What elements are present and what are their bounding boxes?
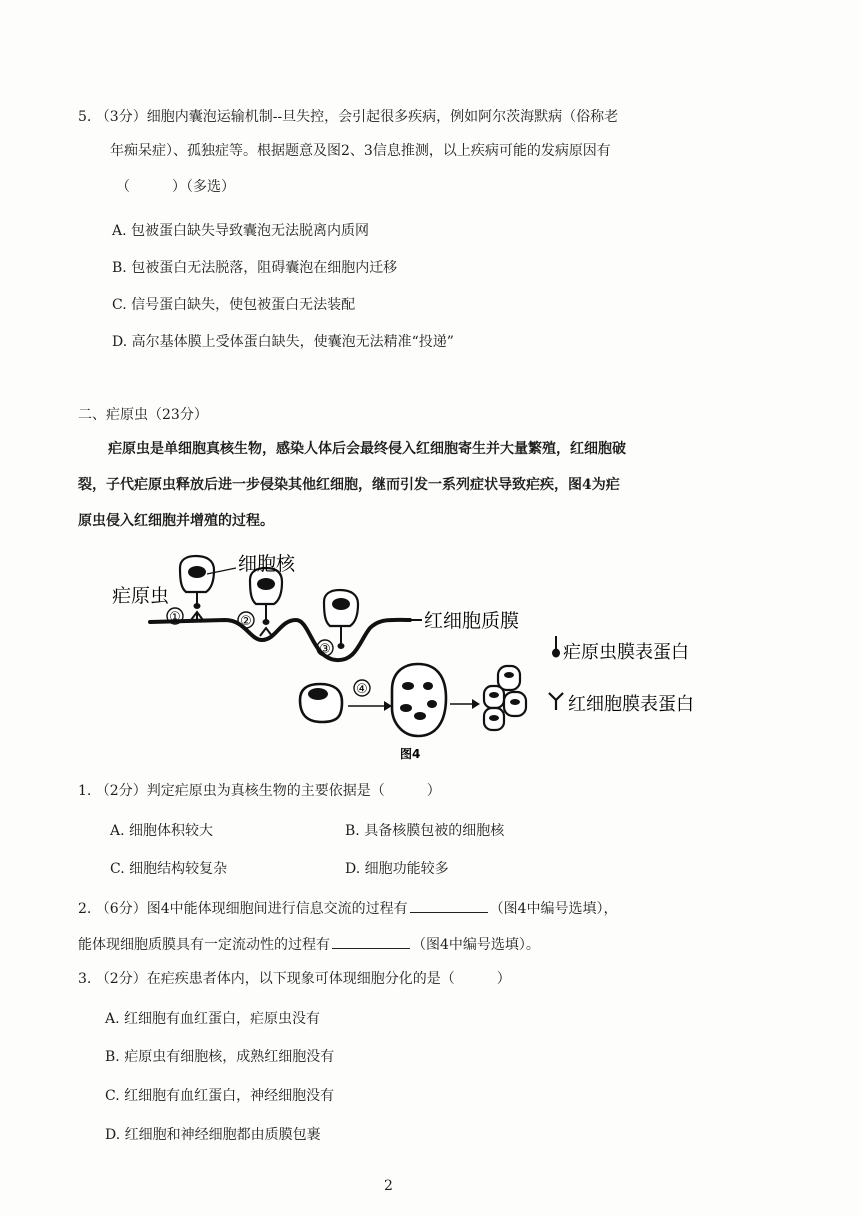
infected-red-blood-cell	[392, 664, 446, 736]
legend-rbc-protein-label: 红细胞膜表蛋白	[568, 694, 694, 715]
page-number: 2	[384, 1178, 393, 1194]
nucleus-label: 细胞核	[238, 553, 296, 575]
step-4-label: ④	[356, 682, 368, 697]
section2-intro-line3: 原虫侵入红细胞并增殖的过程。	[78, 513, 274, 529]
q1-option-c: C. 细胞结构较复杂	[110, 861, 228, 877]
q2-blank-1[interactable]	[410, 900, 488, 913]
rbc-membrane-label: 红细胞质膜	[424, 610, 520, 632]
section2-heading: 二、疟原虫（23分）	[78, 407, 208, 423]
q2-line2	[78, 934, 540, 954]
q5-option-a: A. 包被蛋白缺失导致囊泡无法脱离内质网	[112, 223, 370, 239]
q2-line2-text-a: 能体现细胞质膜具有一定流动性的过程有	[78, 937, 330, 953]
section2-intro-line1: 疟原虫是单细胞真核生物，感染人体后会最终侵入红细胞寄生并大量繁殖，红细胞破	[108, 441, 626, 457]
q5-line1: 5. （3分）细胞内囊泡运输机制--旦失控，会引起很多疾病，例如阿尔茨海默病（俗称老	[78, 109, 619, 125]
q1-option-d: D. 细胞功能较多	[345, 861, 449, 877]
q5-option-d: D. 高尔基体膜上受体蛋白缺失，使囊泡无法精准“投递”	[112, 334, 454, 350]
parasite-step1	[180, 556, 214, 620]
q2-line1-text-a: 2. （6分）图4中能体现细胞间进行信息交流的过程有	[78, 901, 408, 917]
step-2-label: ②	[240, 614, 252, 629]
parasite-step3	[324, 590, 358, 649]
q1-option-b: B. 具备核膜包被的细胞核	[345, 823, 505, 839]
q5-line2: 年痴呆症）、孤独症等。根据题意及图2、3信息推测，以上疾病可能的发病原因有	[110, 143, 611, 159]
q3-option-a: A. 红细胞有血红蛋白，疟原虫没有	[105, 1011, 321, 1027]
q3-stem: 3. （2分）在疟疾患者体内，以下现象可体现细胞分化的是（ ）	[78, 971, 511, 987]
q3-option-c: C. 红细胞有血红蛋白，神经细胞没有	[105, 1088, 335, 1104]
q1-option-a: A. 细胞体积较大	[110, 823, 214, 839]
legend-parasite-protein-label: 疟原虫膜表蛋白	[563, 642, 689, 663]
parasite-step2	[250, 568, 282, 636]
free-parasite-cell	[300, 684, 342, 722]
q5-option-c: C. 信号蛋白缺失，使包被蛋白无法装配	[112, 297, 356, 313]
q2-line1	[78, 898, 618, 918]
legend-parasite-protein-icon	[552, 636, 560, 658]
q3-option-b: B. 疟原虫有细胞核，成熟红细胞没有	[105, 1049, 335, 1065]
q5-line3: （ ）（多选）	[116, 179, 235, 195]
q5-option-b: B. 包被蛋白无法脱落，阻碍囊泡在细胞内迁移	[112, 260, 398, 276]
step-1-label: ①	[169, 610, 181, 625]
q3-option-d: D. 红细胞和神经细胞都由质膜包裹	[105, 1127, 321, 1143]
step-3-label: ③	[319, 642, 331, 657]
q2-line1-text-b: （图4中编号选填），	[489, 901, 618, 917]
figure-caption: 图4	[400, 747, 421, 761]
parasite-label: 疟原虫	[112, 585, 170, 607]
q1-stem: 1. （2分）判定疟原虫为真核生物的主要依据是（ ）	[78, 783, 441, 799]
legend-rbc-protein-icon	[549, 693, 563, 710]
q2-line2-text-b: （图4中编号选填）。	[412, 937, 540, 953]
figure-4-diagram	[0, 540, 860, 770]
rbc-membrane-line	[150, 620, 410, 660]
q2-blank-2[interactable]	[332, 936, 410, 949]
section2-intro-line2: 裂，子代疟原虫释放后进一步侵染其他红细胞，继而引发一系列症状导致疟疾，图4为疟	[78, 477, 620, 493]
released-parasites	[484, 666, 526, 730]
